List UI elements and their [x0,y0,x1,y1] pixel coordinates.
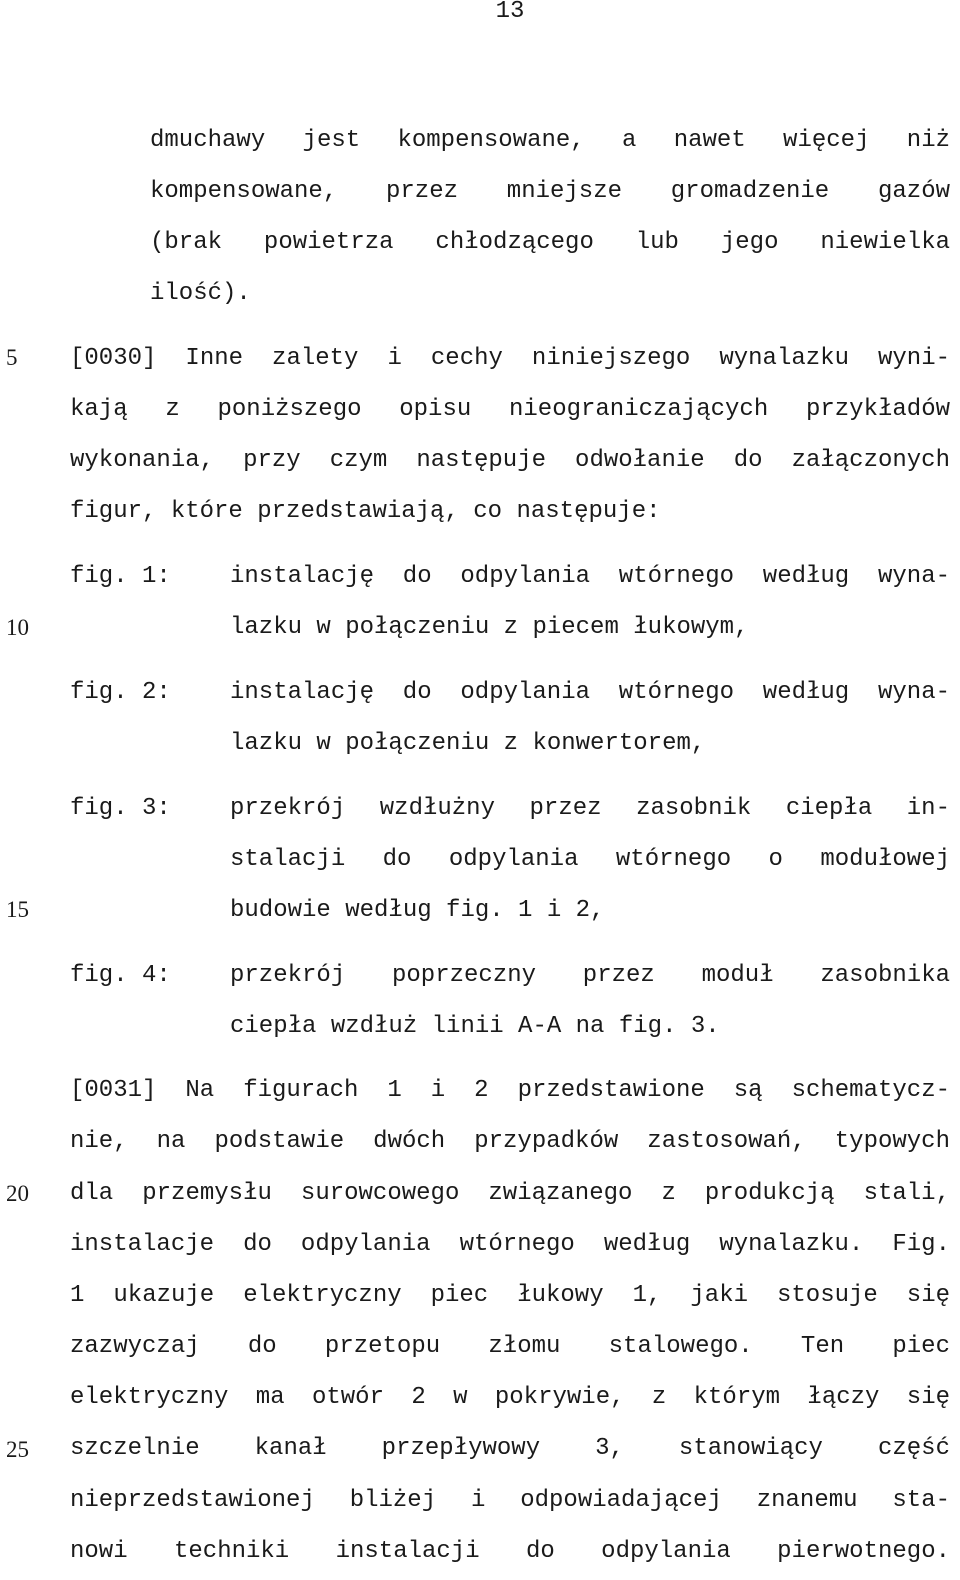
figure-label: fig. 1: [70,563,171,590]
figure-description-line: budowie według fig. 1 i 2, [230,897,605,924]
text-line: szczelnie kanał przepływowy 3, stanowiący część [70,1435,950,1462]
line-number-25: 25 [6,1437,29,1462]
figure-label: fig. 3: [70,795,171,822]
figure-label: fig. 2: [70,679,171,706]
page-number: 13 [495,0,525,25]
text-line: kompensowane, przez mniejsze gromadzenie gazów [150,178,950,205]
text-line: dmuchawy jest kompensowane, a nawet więcej niż [150,127,950,154]
figure-description-line: instalację do odpylania wtórnego według wyna- [230,679,950,706]
figure-description-line: stalacji do odpylania wtórnego o modułowej [230,846,950,873]
text-line: kają z poniższego opisu nieograniczających przykładów [70,396,950,423]
text-line: dla przemysłu surowcowego związanego z produkcją stali, [70,1180,950,1207]
line-number-15: 15 [6,897,29,922]
figure-description-line: lazku w połączeniu z konwertorem, [230,730,706,757]
text-line: nowi techniki instalacji do odpylania pierwotnego. [70,1538,950,1565]
figure-description-line: ciepła wzdłuż linii A-A na fig. 3. [230,1013,720,1040]
line-number-10: 10 [6,615,29,640]
line-number-5: 5 [6,345,18,370]
figure-label: fig. 4: [70,962,171,989]
text-line: ilość). [150,280,251,307]
line-number-20: 20 [6,1181,29,1206]
text-line: zazwyczaj do przetopu złomu stalowego. Ten piec [70,1333,950,1360]
text-line: instalacje do odpylania wtórnego według wynalazku. Fig. [70,1231,950,1258]
text-line: (brak powietrza chłodzącego lub jego niewielka [150,229,950,256]
text-line: nie, na podstawie dwóch przypadków zastosowań, typowych [70,1128,950,1155]
text-line: wykonania, przy czym następuje odwołanie do załączonych [70,447,950,474]
text-line: figur, które przedstawiają, co następuje: [70,498,661,525]
figure-description-line: instalację do odpylania wtórnego według wyna- [230,563,950,590]
text-line: elektryczny ma otwór 2 w pokrywie, z którym łączy się [70,1384,950,1411]
figure-description-line: przekrój wzdłużny przez zasobnik ciepła in- [230,795,950,822]
text-line: [0030] Inne zalety i cechy niniejszego wynalazku wyni- [70,345,950,372]
figure-description-line: lazku w połączeniu z piecem łukowym, [230,614,749,641]
text-line: [0031] Na figurach 1 i 2 przedstawione są schematycz- [70,1077,950,1104]
figure-description-line: przekrój poprzeczny przez moduł zasobnika [230,962,950,989]
text-line: nieprzedstawionej bliżej i odpowiadającej znanemu sta- [70,1487,950,1514]
text-line: 1 ukazuje elektryczny piec łukowy 1, jaki stosuje się [70,1282,950,1309]
